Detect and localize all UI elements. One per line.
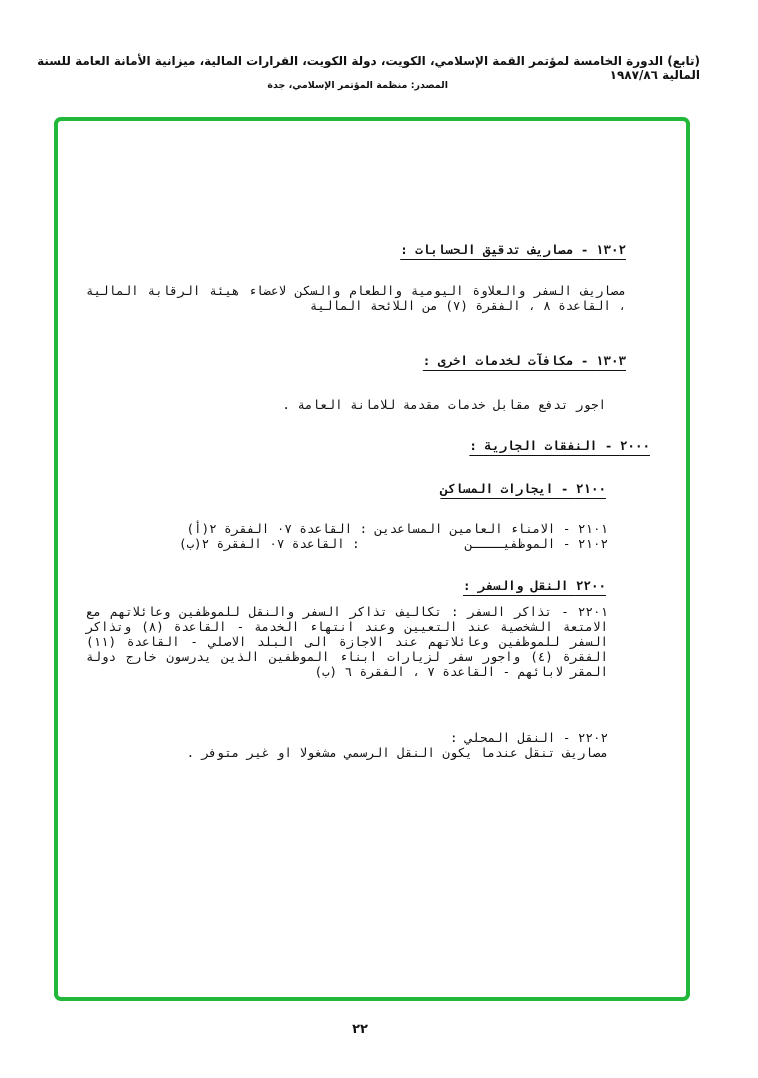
section-2100-heading: ٢١٠٠ - ايجارات المساكن [440,481,606,496]
section-2200-heading: ٢٢٠٠ النقل والسفر : [463,578,606,593]
section-1303-heading: ١٣٠٣ - مكافآت لخدمات اخرى : [422,353,626,368]
document-header-title: (تابع) الدورة الخامسة لمؤتمر القمة الإسلامي، الكويت، دولة الكويت، القرارات المالية، ميزانية الأمانة العامة للسنة المالية ١٩٨٧/٨٦ [37,54,700,82]
section-2102-line: ٢١٠٢ - الموظفيــــن : القاعدة ٠٧ الفقرة ٢(ب) [179,536,608,551]
page-number: ٢٢ [352,1022,368,1037]
section-1302-heading: ١٣٠٢ - مصاريف تدقيق الحسابات : [400,242,626,257]
section-2101-line: ٢١٠١ - الامناء العامين المساعدين : القاعدة ٠٧ الفقرة ٢(أ) [186,521,608,536]
section-1302-body: مصاريف السفر والعلاوة اليومية والطعام والسكن لاعضاء هيئة الرقابة المالية ، القاعدة ٨ ، الفقرة (٧) من اللائحة المالية [78,283,626,313]
section-2202-body: مصاريف تنقل عندما يكون النقل الرسمي مشغولا او غير متوفر . [186,745,608,760]
document-source-line: المصدر: منظمة المؤتمر الإسلامي، جدة [267,80,448,91]
section-2000-heading: ٢٠٠٠ - النفقات الجارية : [469,438,650,453]
section-2201-body: ٢٢٠١ - تذاكر السفر : تكاليف تذاكر السفر والنقل للموظفين وعائلاتهم مع الامتعة الشخصية عند التعيين وعند انتهاء الخدمة - القاعدة (٨) وتذاكر السفر للموظفين وعائلاتهم عند الاجازة الى البلد الاصلي - القاعدة (١١) الفقرة (٤) واجور سفر لزيارات ابناء الموظفين الذين يدرسون خارج دولة المقر لابائهم - القاعدة ٧ ، الفقرة ٦ (ب) [78,604,608,679]
section-1303-body: اجور تدفع مقابل خدمات مقدمة للامانة العامة . [282,397,606,412]
section-2202-title: ٢٢٠٢ - النقل المحلي : [449,730,608,745]
